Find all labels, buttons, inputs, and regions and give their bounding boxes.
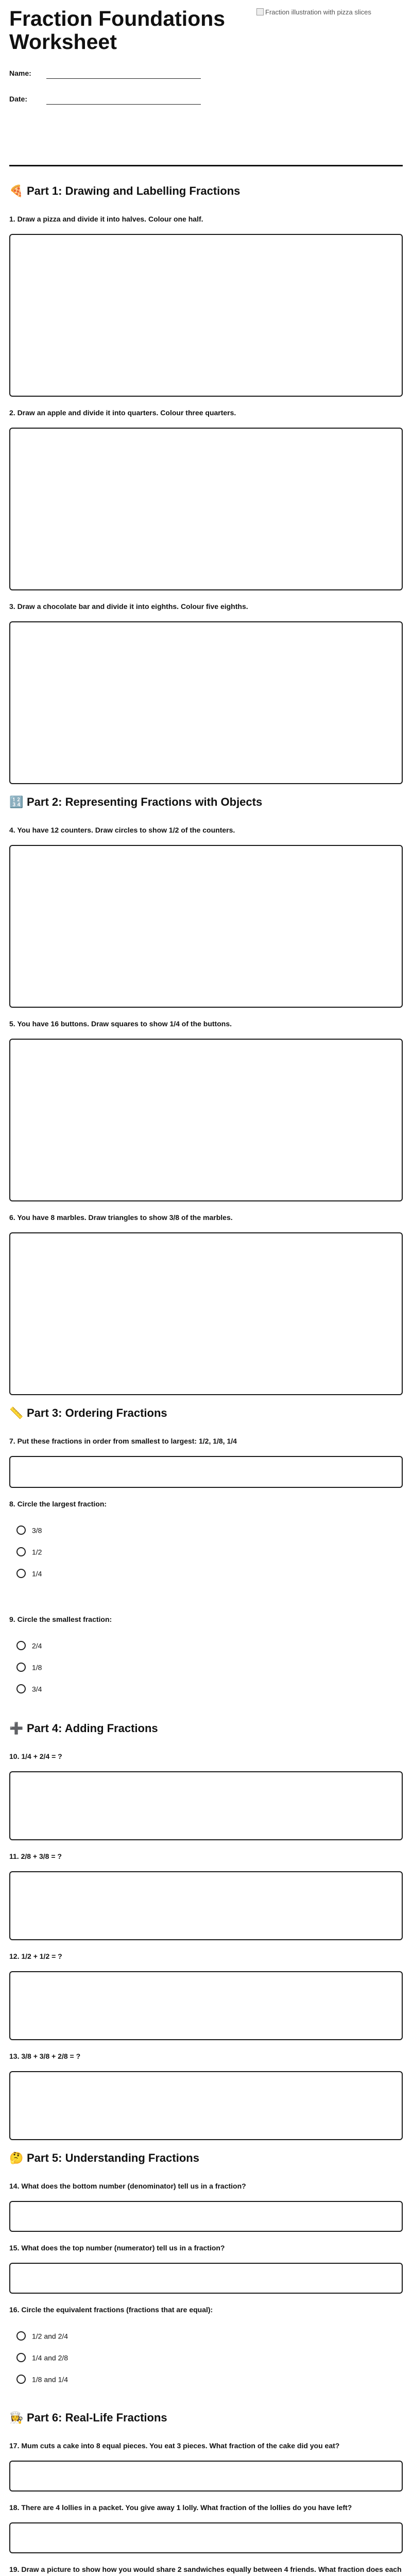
question-7: 7. Put these fractions in order from smallest to largest: 1/2, 1/8, 1/4 [9, 1437, 237, 1445]
answer-box-q13[interactable] [9, 2071, 403, 2140]
question-14: 14. What does the bottom number (denominator) tell us in a fraction? [9, 2182, 246, 2190]
date-field[interactable] [46, 104, 201, 105]
question-4: 4. You have 12 counters. Draw circles to show 1/2 of the counters. [9, 826, 235, 834]
answer-box-q12[interactable] [9, 1971, 403, 2040]
page-title: Fraction Foundations Worksheet [9, 7, 226, 54]
option-q9-1[interactable]: 2/4 [16, 1641, 42, 1650]
section-heading-part4 [9, 1722, 158, 1735]
drawing-box-q2[interactable] [9, 428, 403, 590]
question-2: 2. Draw an apple and divide it into quarters. Colour three quarters. [9, 409, 236, 417]
option-q8-1[interactable]: 3/8 [16, 1526, 42, 1535]
radio-icon[interactable] [16, 1547, 26, 1556]
option-q9-3[interactable]: 3/4 [16, 1684, 42, 1693]
radio-icon[interactable] [16, 1526, 26, 1535]
question-13: 13. 3/8 + 3/8 + 2/8 = ? [9, 2052, 81, 2060]
radio-icon[interactable] [16, 2353, 26, 2362]
question-15: 15. What does the top number (numerator) tell us in a fraction? [9, 2244, 225, 2252]
question-16: 16. Circle the equivalent fractions (fractions that are equal): [9, 2306, 213, 2314]
drawing-box-q5[interactable] [9, 1039, 403, 1201]
section-title: Part 3: Ordering Fractions [27, 1406, 167, 1419]
drawing-box-q3[interactable] [9, 621, 403, 784]
name-field[interactable] [46, 78, 201, 79]
radio-icon[interactable] [16, 2331, 26, 2341]
hero-image-alt: Fraction illustration with pizza slices [265, 8, 371, 16]
option-q16-1[interactable]: 1/2 and 2/4 [16, 2331, 68, 2341]
option-q16-3[interactable]: 1/8 and 1/4 [16, 2375, 68, 2384]
section-title: Part 2: Representing Fractions with Objects [27, 795, 263, 808]
option-q16-2[interactable]: 1/4 and 2/8 [16, 2353, 68, 2362]
answer-box-q14[interactable] [9, 2201, 403, 2232]
question-11: 11. 2/8 + 3/8 = ? [9, 1852, 62, 1860]
pizza-icon: 🍕 [9, 184, 24, 197]
option-q8-3[interactable]: 1/4 [16, 1569, 42, 1578]
name-label: Name: [9, 69, 31, 77]
question-1: 1. Draw a pizza and divide it into halves. Colour one half. [9, 215, 203, 223]
section-heading-part2 [9, 795, 262, 809]
section-title: Part 1: Drawing and Labelling Fractions [27, 184, 241, 197]
answer-box-q11[interactable] [9, 1871, 403, 1940]
radio-icon[interactable] [16, 1641, 26, 1650]
thinking-face-icon: 🤔 [9, 2151, 24, 2164]
header-divider [9, 165, 403, 166]
radio-icon[interactable] [16, 1684, 26, 1693]
drawing-box-q6[interactable] [9, 1232, 403, 1395]
ruler-icon: 📏 [9, 1406, 24, 1419]
answer-box-q17[interactable] [9, 2461, 403, 2492]
plus-icon: ➕ [9, 1722, 24, 1735]
numbers-icon: 🔢 [9, 795, 24, 808]
answer-box-q18[interactable] [9, 2522, 403, 2553]
question-19: 19. Draw a picture to show how you would share 2 sandwiches equally between 4 friends. What fraction does each [9, 2565, 402, 2573]
question-6: 6. You have 8 marbles. Draw triangles to show 3/8 of the marbles. [9, 1213, 233, 1222]
radio-icon[interactable] [16, 1569, 26, 1578]
question-9: 9. Circle the smallest fraction: [9, 1615, 112, 1623]
hero-image [256, 8, 371, 16]
date-label: Date: [9, 95, 28, 103]
section-title: Part 5: Understanding Fractions [27, 2151, 199, 2164]
section-heading-part3 [9, 1406, 167, 1420]
section-heading-part1 [9, 184, 240, 198]
section-title: Part 6: Real-Life Fractions [27, 2411, 167, 2424]
section-title: Part 4: Adding Fractions [27, 1722, 158, 1735]
drawing-box-q4[interactable] [9, 845, 403, 1008]
drawing-box-q1[interactable] [9, 234, 403, 397]
section-heading-part5 [9, 2151, 199, 2165]
answer-box-q7[interactable] [9, 1456, 403, 1488]
question-8: 8. Circle the largest fraction: [9, 1500, 107, 1508]
radio-icon[interactable] [16, 2375, 26, 2384]
broken-image-icon [256, 8, 264, 15]
radio-icon[interactable] [16, 1663, 26, 1672]
question-18: 18. There are 4 lollies in a packet. You give away 1 lolly. What fraction of the lollies do you have left? [9, 2503, 352, 2512]
section-heading-part6 [9, 2411, 167, 2425]
question-5: 5. You have 16 buttons. Draw squares to show 1/4 of the buttons. [9, 1020, 232, 1028]
option-q9-2[interactable]: 1/8 [16, 1663, 42, 1672]
cook-icon: 👩‍🍳 [9, 2411, 24, 2424]
question-3: 3. Draw a chocolate bar and divide it into eighths. Colour five eighths. [9, 602, 248, 611]
option-q8-2[interactable]: 1/2 [16, 1547, 42, 1556]
question-17: 17. Mum cuts a cake into 8 equal pieces. You eat 3 pieces. What fraction of the cake did you eat? [9, 2442, 340, 2450]
question-10: 10. 1/4 + 2/4 = ? [9, 1752, 62, 1760]
answer-box-q10[interactable] [9, 1771, 403, 1840]
question-12: 12. 1/2 + 1/2 = ? [9, 1952, 62, 1960]
answer-box-q15[interactable] [9, 2263, 403, 2294]
